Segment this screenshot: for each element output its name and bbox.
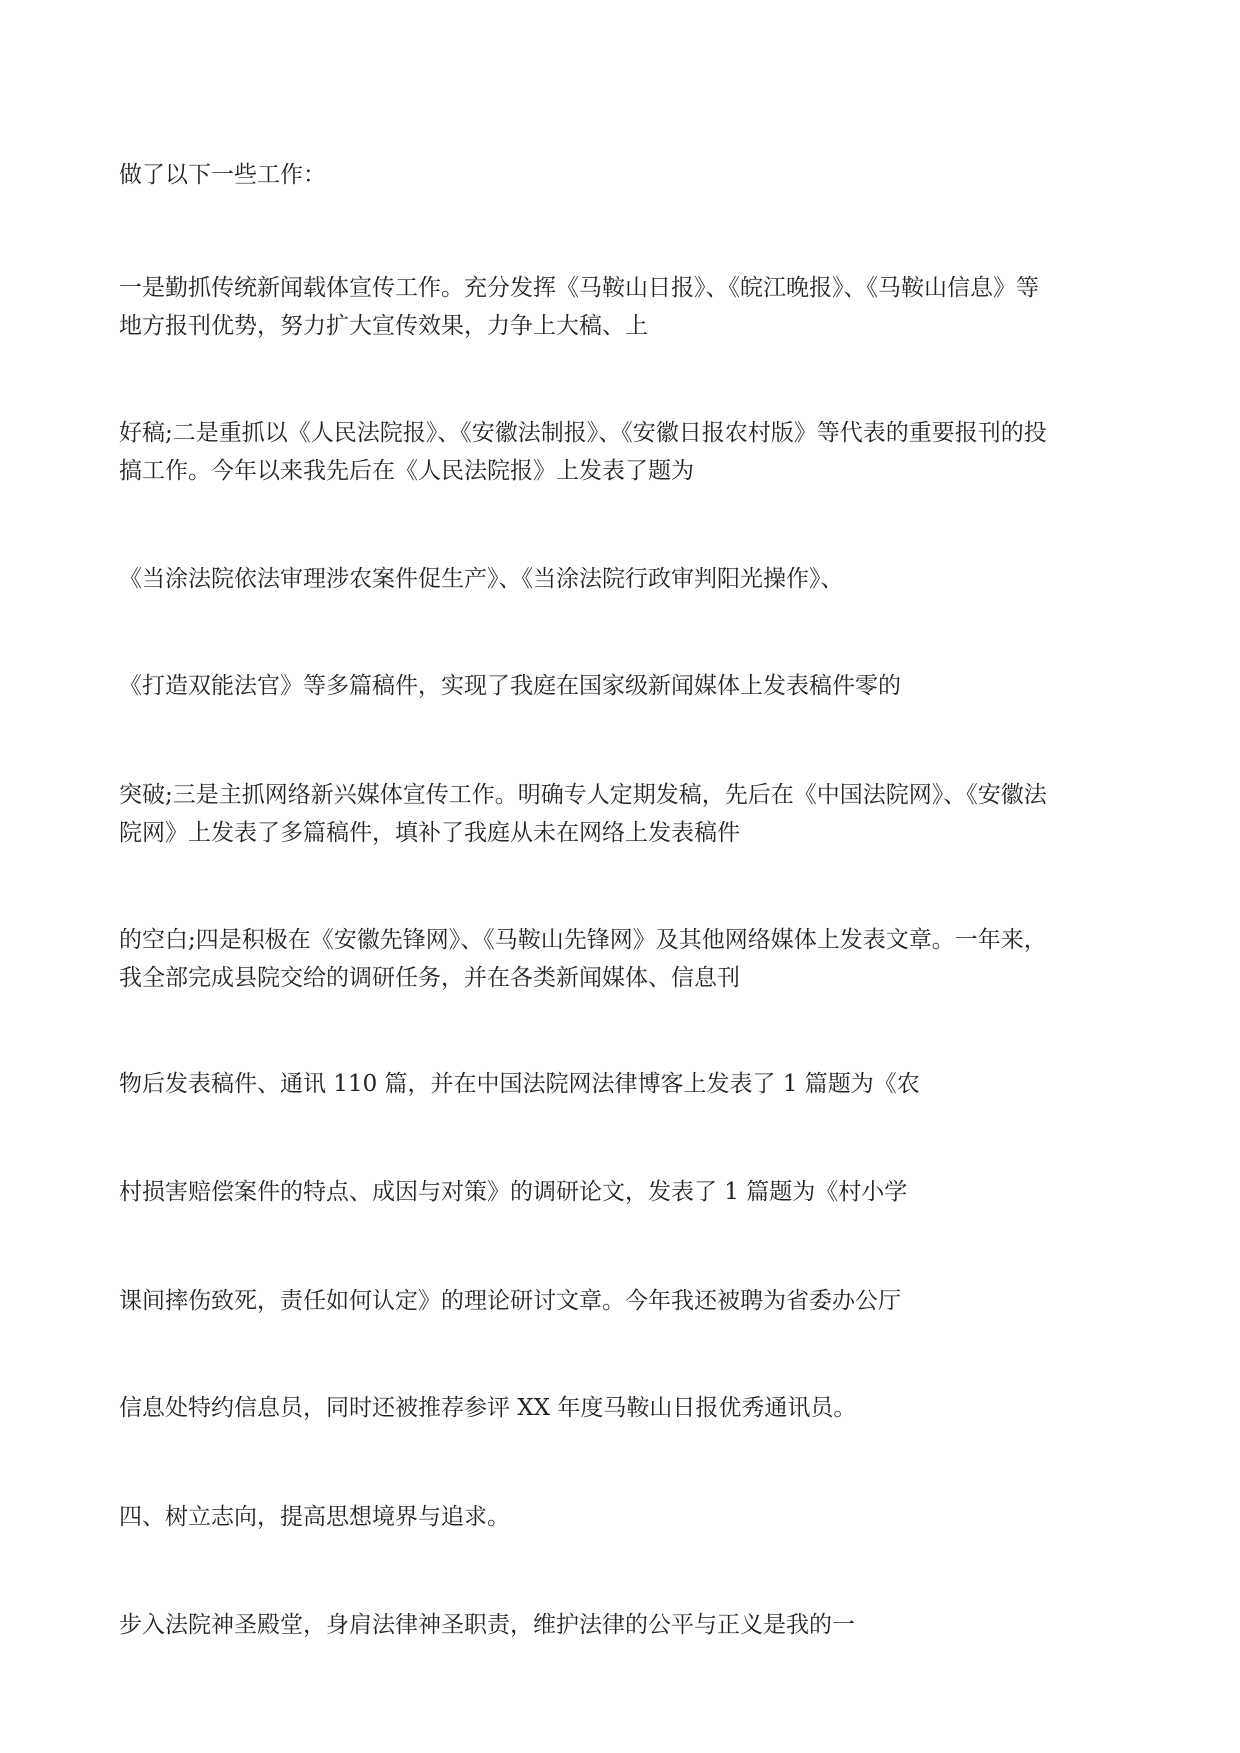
text-line: 我全部完成县院交给的调研任务，并在各类新闻媒体、信息刊 xyxy=(119,965,740,991)
paragraph xyxy=(119,667,1129,705)
paragraph xyxy=(119,560,1129,598)
text-line: 课间摔伤致死，责任如何认定》的理论研讨文章。今年我还被聘为省委办公厅 xyxy=(119,1288,901,1314)
paragraph xyxy=(119,776,1129,852)
text-line: 四、树立志向，提高思想境界与追求。 xyxy=(119,1504,510,1530)
paragraph xyxy=(119,1498,1129,1536)
paragraph xyxy=(119,1065,1129,1103)
text-line: 搞工作。今年以来我先后在《人民法院报》上发表了题为 xyxy=(119,458,694,484)
paragraph xyxy=(119,1282,1129,1320)
text-line: 好稿;二是重抓以《人民法院报》、《安徽法制报》、《安徽日报农村版》等代表的重要报刊的投 xyxy=(119,420,1047,446)
text-line: 的空白;四是积极在《安徽先锋网》、《马鞍山先锋网》及其他网络媒体上发表文章。一年来， xyxy=(119,927,1047,953)
paragraph xyxy=(119,1389,1129,1427)
text-line: 一是勤抓传统新闻载体宣传工作。充分发挥《马鞍山日报》、《皖江晚报》、《马鞍山信息》等 xyxy=(119,275,1039,301)
text-line: 信息处特约信息员，同时还被推荐参评 XX 年度马鞍山日报优秀通讯员。 xyxy=(119,1395,857,1421)
paragraph xyxy=(119,1606,1129,1644)
text-line: 《打造双能法官》等多篇稿件，实现了我庭在国家级新闻媒体上发表稿件零的 xyxy=(119,673,901,699)
text-line: 《当涂法院依法审理涉农案件促生产》、《当涂法院行政审判阳光操作》、 xyxy=(119,566,844,592)
paragraph xyxy=(119,921,1129,997)
text-line: 院网》上发表了多篇稿件，填补了我庭从未在网络上发表稿件 xyxy=(119,820,740,846)
paragraph xyxy=(119,156,1129,194)
paragraph xyxy=(119,1173,1129,1211)
paragraph xyxy=(119,414,1129,490)
text-line: 做了以下一些工作： xyxy=(119,162,326,188)
text-line: 突破;三是主抓网络新兴媒体宣传工作。明确专人定期发稿，先后在《中国法院网》、《安徽法 xyxy=(119,782,1047,808)
text-line: 步入法院神圣殿堂，身肩法律神圣职责，维护法律的公平与正义是我的一 xyxy=(119,1612,855,1638)
text-line: 物后发表稿件、通讯 110 篇，并在中国法院网法律博客上发表了 1 篇题为《农 xyxy=(119,1071,920,1097)
text-line: 村损害赔偿案件的特点、成因与对策》的调研论文，发表了 1 篇题为《村小学 xyxy=(119,1179,908,1205)
text-line: 地方报刊优势，努力扩大宣传效果，力争上大稿、上 xyxy=(119,313,648,339)
paragraph xyxy=(119,269,1129,345)
